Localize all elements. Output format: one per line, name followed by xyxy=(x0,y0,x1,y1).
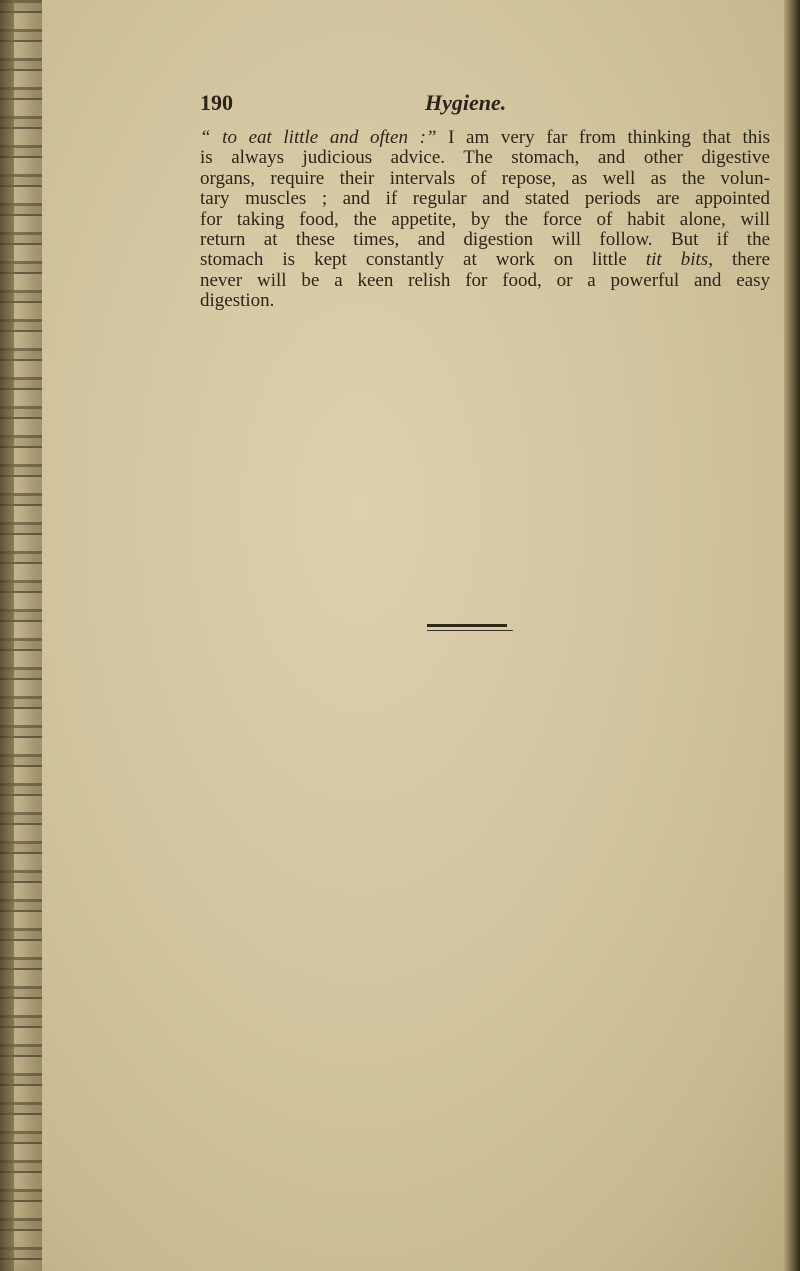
text-line: for taking food, the appetite, by the force of habit alone, will xyxy=(200,208,770,230)
text-segment: there xyxy=(712,249,770,271)
text-line: return at these times, and digestion will follow. But if the xyxy=(200,229,770,251)
quoted-phrase: “ to eat little and often :” xyxy=(200,127,437,148)
text-line: is always judicious advice. The stomach, and other digestive xyxy=(200,147,770,169)
text-line: organs, require their intervals of repose, as well as the volun- xyxy=(200,167,770,189)
text-line xyxy=(200,128,770,148)
text-segment: stomach is kept constantly at work on little xyxy=(200,249,646,271)
text-line: tary muscles ; and if regular and stated periods are appointed xyxy=(200,188,770,210)
section-end-rule xyxy=(427,624,507,627)
text-line xyxy=(200,250,770,270)
running-title: Hygiene. xyxy=(425,90,507,115)
text-line: digestion. xyxy=(200,290,275,312)
text-segment: I am very far from thinking that this xyxy=(436,127,770,148)
text-line: never will be a keen relish for food, or a powerful and easy xyxy=(200,269,770,291)
page-number: 190 xyxy=(200,90,233,115)
italic-phrase: tit bits, xyxy=(645,249,713,271)
body-paragraph xyxy=(200,128,770,312)
running-head xyxy=(200,90,620,120)
